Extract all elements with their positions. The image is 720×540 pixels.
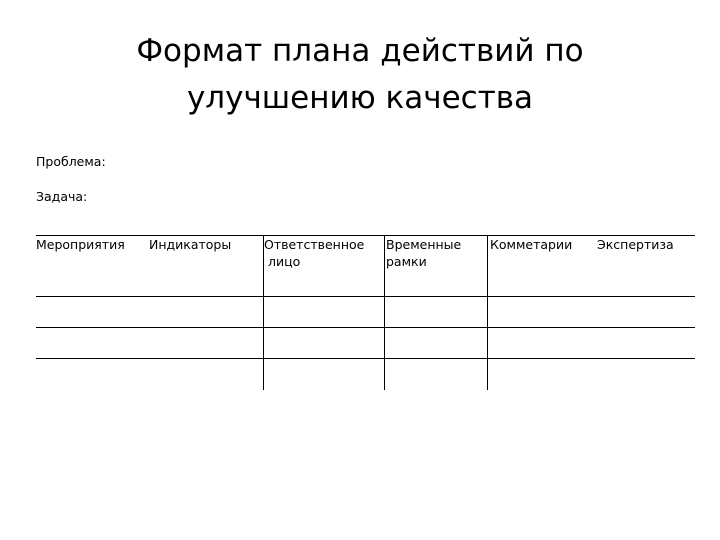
header-indicators: Индикаторы — [149, 237, 232, 252]
header-activities: Мероприятия — [36, 237, 125, 252]
problem-label: Проблема: — [36, 154, 106, 169]
slide-title: Формат плана действий по улучшению качества — [136, 33, 584, 116]
table-row[interactable] — [36, 328, 695, 358]
header-comments: Комметарии — [490, 237, 573, 252]
header-timeframe: Временные рамки — [386, 237, 462, 269]
task-label: Задача: — [36, 189, 88, 204]
table-row[interactable] — [36, 359, 695, 390]
action-plan-table — [36, 235, 695, 390]
header-expertise: Экспертиза — [597, 237, 674, 252]
header-responsible: Ответственное лицо — [264, 237, 365, 269]
table-row[interactable] — [36, 297, 695, 327]
